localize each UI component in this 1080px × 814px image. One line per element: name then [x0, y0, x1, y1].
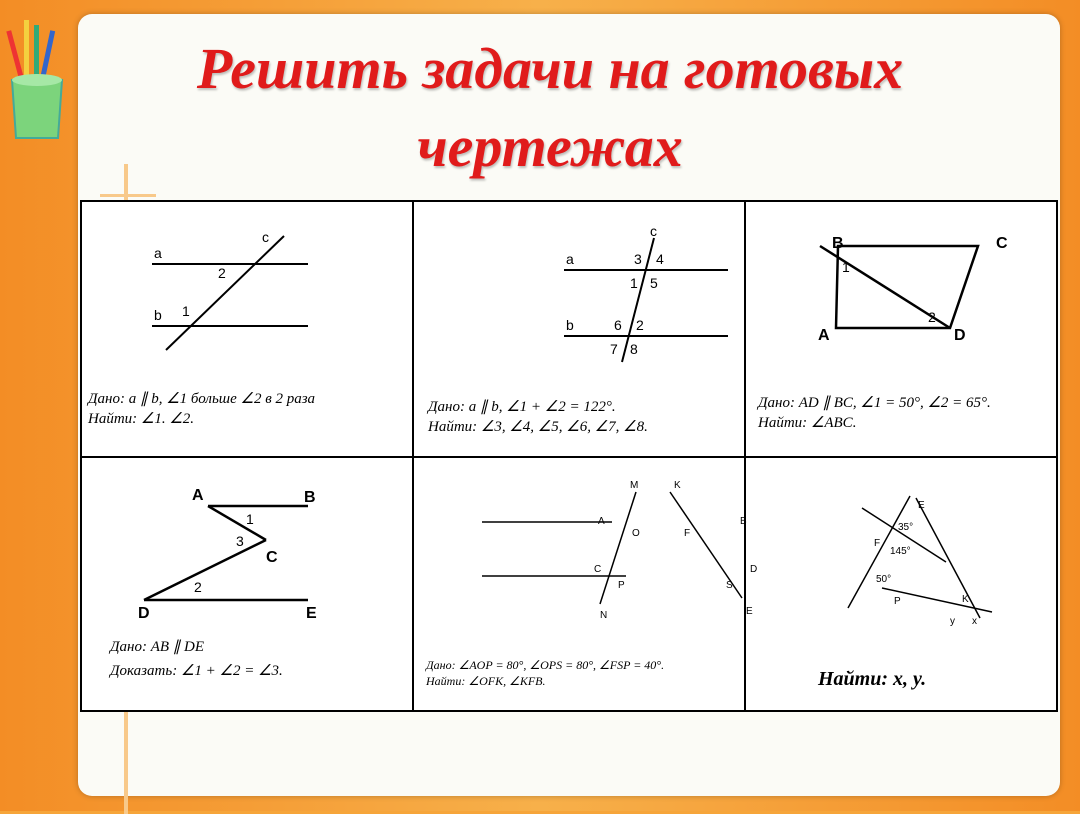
label-b: b	[154, 307, 162, 323]
problem-cell-3	[746, 202, 1058, 458]
vertex-B: B	[304, 489, 316, 506]
problems-table	[80, 200, 1058, 712]
angle-1-label: 1	[246, 511, 254, 527]
point-B: B	[740, 516, 747, 527]
point-P: P	[618, 580, 625, 591]
find-text: Найти: x, y.	[818, 668, 927, 690]
angle-3-label: 3	[634, 251, 642, 267]
problem-cell-6	[746, 458, 1058, 710]
angle-2-label: 2	[636, 317, 644, 333]
pencil-cup-icon	[0, 0, 80, 160]
find-text: Найти: ∠ABC.	[758, 415, 857, 431]
find-text: Найти: ∠1. ∠2.	[88, 411, 195, 427]
angle-2-label: 2	[928, 309, 936, 325]
problem-cell-2	[414, 202, 746, 458]
given-text: Дано: a ∥ b, ∠1 больше ∠2 в 2 раза	[88, 391, 316, 407]
vertex-A: A	[818, 327, 830, 344]
label-b: b	[566, 317, 574, 333]
vertex-B: B	[832, 235, 844, 252]
find-text: Найти: ∠3, ∠4, ∠5, ∠6, ∠7, ∠8.	[428, 419, 648, 435]
label-c: c	[650, 223, 657, 239]
angle-2-label: 2	[194, 579, 202, 595]
angle-1-label: 1	[630, 275, 638, 291]
angle-4-label: 4	[656, 251, 664, 267]
prove-text: Доказать: ∠1 + ∠2 = ∠3.	[110, 663, 283, 679]
point-K: K	[962, 594, 969, 605]
problem-cell-5	[414, 458, 758, 710]
find-text: Найти: ∠OFK, ∠KFB.	[426, 674, 546, 688]
angle-3-label: 3	[236, 533, 244, 549]
vertex-A: A	[192, 487, 204, 504]
page-title-line1: Решить задачи на готовых	[196, 36, 904, 101]
point-A: A	[598, 516, 605, 527]
point-D: D	[750, 564, 758, 575]
page-title-line2: чертежах	[417, 114, 683, 179]
angle-2-label: 2	[218, 265, 226, 281]
given-text: Дано: a ∥ b, ∠1 + ∠2 = 122°.	[428, 399, 616, 415]
angle-6-label: 6	[614, 317, 622, 333]
angle-145-label: 145°	[890, 546, 911, 557]
point-K: K	[674, 480, 681, 491]
point-N: N	[600, 610, 608, 621]
point-E: E	[918, 500, 925, 511]
problem-cell-1	[82, 202, 414, 458]
point-S: S	[726, 580, 733, 591]
angle-x-label: x	[972, 616, 977, 627]
angle-y-label: y	[950, 616, 955, 627]
angle-8-label: 8	[630, 341, 638, 357]
given-text: Дано: AD ∥ BC, ∠1 = 50°, ∠2 = 65°.	[758, 395, 991, 411]
point-F: F	[684, 528, 691, 539]
point-E: E	[746, 606, 753, 617]
point-C: C	[594, 564, 602, 575]
angle-7-label: 7	[610, 341, 618, 357]
given-text: Дано: AB ∥ DE	[110, 639, 205, 655]
vertex-C: C	[266, 549, 278, 566]
point-P: P	[894, 596, 901, 607]
vertex-D: D	[138, 605, 150, 622]
angle-1-label: 1	[842, 259, 850, 275]
given-text: Дано: ∠AOP = 80°, ∠OPS = 80°, ∠FSP = 40°.	[426, 658, 665, 672]
vertex-C: C	[996, 235, 1008, 252]
point-M: M	[630, 480, 639, 491]
angle-50-label: 50°	[876, 574, 892, 585]
point-O: O	[632, 528, 640, 539]
angle-1-label: 1	[182, 303, 190, 319]
vertex-D: D	[954, 327, 966, 344]
label-a: a	[566, 251, 574, 267]
angle-5-label: 5	[650, 275, 658, 291]
angle-35-label: 35°	[898, 522, 914, 533]
problem-cell-4	[82, 458, 414, 710]
label-c: c	[262, 229, 269, 245]
vertex-E: E	[306, 605, 317, 622]
label-a: a	[154, 245, 162, 261]
ruler-tick	[100, 194, 156, 197]
point-F: F	[874, 538, 881, 549]
